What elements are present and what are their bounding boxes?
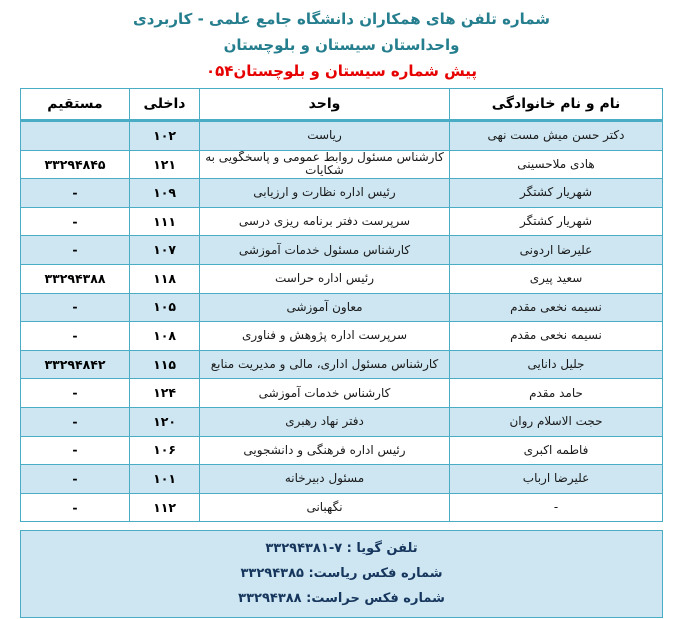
table-row — [21, 122, 662, 150]
cell-extension: ۱۱۵ — [129, 351, 199, 379]
cell-extension: ۱۰۷ — [129, 236, 199, 264]
cell-name: نسیمه نخعی مقدم — [449, 294, 662, 322]
table-row — [21, 150, 662, 179]
cell-extension: ۱۰۶ — [129, 437, 199, 465]
cell-extension: ۱۲۰ — [129, 408, 199, 436]
cell-direct: - — [21, 236, 129, 264]
cell-unit: کارشناس مسئول روابط عمومی و پاسخگویی به شکایات — [199, 151, 449, 179]
cell-extension: ۱۰۱ — [129, 465, 199, 493]
cell-extension: ۱۲۱ — [129, 151, 199, 179]
phone-directory-table — [20, 88, 663, 522]
cell-name: هادی ملاحسینی — [449, 151, 662, 179]
cell-direct: ۳۳۲۹۴۳۸۸ — [21, 265, 129, 293]
cell-extension: ۱۲۴ — [129, 379, 199, 407]
cell-extension: ۱۰۹ — [129, 179, 199, 207]
cell-unit: رئیس اداره حراست — [199, 265, 449, 293]
cell-extension: ۱۰۵ — [129, 294, 199, 322]
cell-unit: رئیس اداره نظارت و ارزیابی — [199, 179, 449, 207]
cell-name: - — [449, 494, 662, 522]
column-header-unit: واحد — [199, 89, 449, 119]
cell-unit: دفتر نهاد رهبری — [199, 408, 449, 436]
cell-extension: ۱۱۸ — [129, 265, 199, 293]
table-row — [21, 293, 662, 322]
cell-direct: ۳۳۲۹۴۸۴۵ — [21, 151, 129, 179]
cell-unit: کارشناس مسئول خدمات آموزشی — [199, 236, 449, 264]
cell-name: جلیل دانایی — [449, 351, 662, 379]
cell-name: علیرضا ارباب — [449, 465, 662, 493]
cell-direct: - — [21, 437, 129, 465]
cell-extension: ۱۱۲ — [129, 494, 199, 522]
cell-direct: - — [21, 408, 129, 436]
area-code-line: پیش شماره سیستان و بلوچستان۰۵۴ — [205, 62, 478, 80]
cell-direct: - — [21, 465, 129, 493]
page-subtitle: واحداستان سیستان و بلوچستان — [223, 36, 460, 54]
cell-extension: ۱۰۲ — [129, 122, 199, 150]
cell-name: فاطمه اکبری — [449, 437, 662, 465]
cell-direct: - — [21, 494, 129, 522]
table-row — [21, 378, 662, 407]
cell-unit: مسئول دبیرخانه — [199, 465, 449, 493]
table-row — [21, 264, 662, 293]
table-row — [21, 407, 662, 436]
table-row — [21, 235, 662, 264]
table-row — [21, 350, 662, 379]
table-body — [21, 122, 662, 521]
cell-extension: ۱۱۱ — [129, 208, 199, 236]
footer-contact-box — [20, 530, 663, 618]
table-row — [21, 436, 662, 465]
cell-direct: - — [21, 294, 129, 322]
column-header-extension: داخلی — [129, 89, 199, 119]
cell-unit: سرپرست دفتر برنامه ریزی درسی — [199, 208, 449, 236]
cell-direct — [21, 122, 129, 150]
page-title: شماره تلفن های همکاران دانشگاه جامع علمی - کاربردی — [132, 10, 551, 28]
fax-president-line: شماره فکس ریاست: ۳۳۲۹۴۳۸۵ — [240, 566, 443, 582]
cell-extension: ۱۰۸ — [129, 322, 199, 350]
cell-name: سعید پیری — [449, 265, 662, 293]
voice-phone-line: تلفن گویا : ۷-۳۳۲۹۴۳۸۱ — [265, 541, 418, 557]
cell-unit: معاون آموزشی — [199, 294, 449, 322]
fax-security-line: شماره فکس حراست: ۳۳۲۹۴۳۸۸ — [238, 591, 445, 607]
cell-unit: کارشناس مسئول اداری، مالی و مدیریت منابع — [199, 351, 449, 379]
cell-direct: - — [21, 179, 129, 207]
cell-name: حامد مقدم — [449, 379, 662, 407]
cell-name: حجت الاسلام روان — [449, 408, 662, 436]
table-header-row — [21, 89, 662, 122]
cell-name: علیرضا اردونی — [449, 236, 662, 264]
column-header-name: نام و نام خانوادگی — [449, 89, 662, 119]
cell-direct: - — [21, 379, 129, 407]
column-header-direct: مستقیم — [21, 89, 129, 119]
cell-unit: ریاست — [199, 122, 449, 150]
table-row — [21, 493, 662, 522]
cell-direct: - — [21, 208, 129, 236]
document-header — [0, 0, 683, 84]
cell-name: شهریار کشتگر — [449, 179, 662, 207]
cell-direct: - — [21, 322, 129, 350]
cell-name: شهریار کشتگر — [449, 208, 662, 236]
table-row — [21, 207, 662, 236]
table-row — [21, 321, 662, 350]
table-row — [21, 178, 662, 207]
cell-direct: ۳۳۲۹۴۸۴۲ — [21, 351, 129, 379]
table-row — [21, 464, 662, 493]
cell-unit: کارشناس خدمات آموزشی — [199, 379, 449, 407]
cell-unit: رئیس اداره فرهنگی و دانشجویی — [199, 437, 449, 465]
cell-name: دکتر حسن میش مست نهی — [449, 122, 662, 150]
cell-name: نسیمه نخعی مقدم — [449, 322, 662, 350]
cell-unit: سرپرست اداره پژوهش و فناوری — [199, 322, 449, 350]
cell-unit: نگهبانی — [199, 494, 449, 522]
